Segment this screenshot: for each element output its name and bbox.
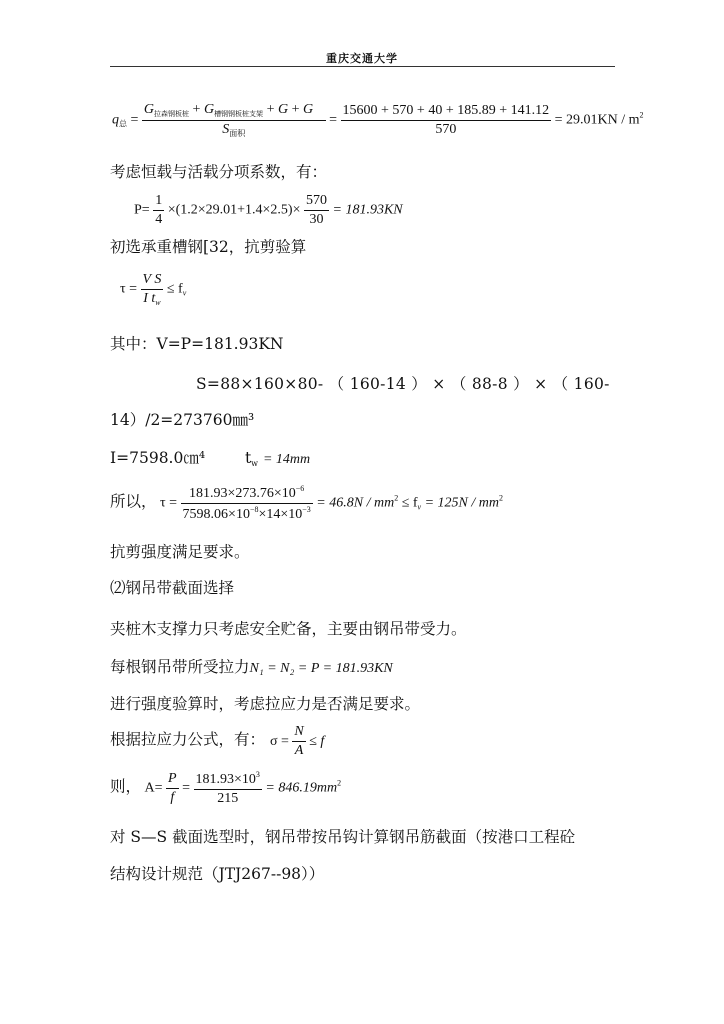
paragraph-inertia: I=7598.0㎝⁴ $t_w = 14mm$	[110, 449, 311, 468]
paragraph-s-formula: S=88×160×80- （ 160-14 ） × （ 88-8 ） × （ 160-	[196, 375, 610, 393]
equation-q-total: $q_总$ = $\frac{G_{拉森钢板桩} + G_{槽钢钢板桩支架} + G + G}{S_{面积}}$ = $\frac{15600 + 570 + 40 + 185.89 + 141.12}{570}$ = $29.01KN / m^2$	[112, 102, 644, 138]
equation-area: 则， A= $\frac{P}{f}$ = $\frac{181.93\times 10^3}{215}$ = $846.19mm^2$	[110, 770, 342, 806]
paragraph-channel-selection: 初选承重槽钢[32，抗剪验算	[110, 238, 307, 256]
paragraph-load-factors: 考虑恒载与活载分项系数，有：	[110, 163, 328, 181]
section-heading-hanger: ⑵钢吊带截面选择	[110, 579, 235, 597]
equation-shear-formula: τ = $\frac{\text{V S}}{I t_w}$ ≤ $f_v$	[120, 272, 187, 307]
paragraph-section-design: 对 S—S 截面选型时，钢吊带按吊钩计算钢吊筋截面（按港口工程砼	[110, 828, 576, 846]
page-header: 重庆交通大学	[326, 52, 398, 65]
paragraph-tension: 每根钢吊带所受拉力N₁ = N₂ = P = 181.93KN	[110, 658, 393, 676]
header-rule	[110, 66, 615, 67]
paragraph-s-result: 14）/2=273760㎜³	[110, 411, 255, 429]
paragraph-strength-check: 进行强度验算时，考虑拉应力是否满足要求。	[110, 695, 421, 713]
paragraph-shear-ok: 抗剪强度满足要求。	[110, 543, 250, 561]
equation-p: P= $\frac{1}{4}$ ×(1.2×29.01+1.4×2.5)× $\frac{570}{30}$ = 181.93KN	[134, 193, 403, 227]
paragraph-v-value: 其中：V=P=181.93KN	[110, 335, 284, 353]
paragraph-code-reference: 结构设计规范（JTJ267--98））	[110, 865, 325, 883]
equation-shear-check: 所以， τ = $\frac{181.93\times 273.76\times 10^{-6}}{7598.06\times 10^{-8}\times 14\times 10^{-3}}$ = $46.8N / mm^2 \le f_v = 125N / mm^2$	[110, 484, 504, 522]
paragraph-support: 夹桩木支撑力只考虑安全贮备，主要由钢吊带受力。	[110, 620, 467, 638]
paragraph-tensile-formula: 根据拉应力公式，有： σ = $\frac{N}{A}$ ≤ f	[110, 724, 325, 758]
